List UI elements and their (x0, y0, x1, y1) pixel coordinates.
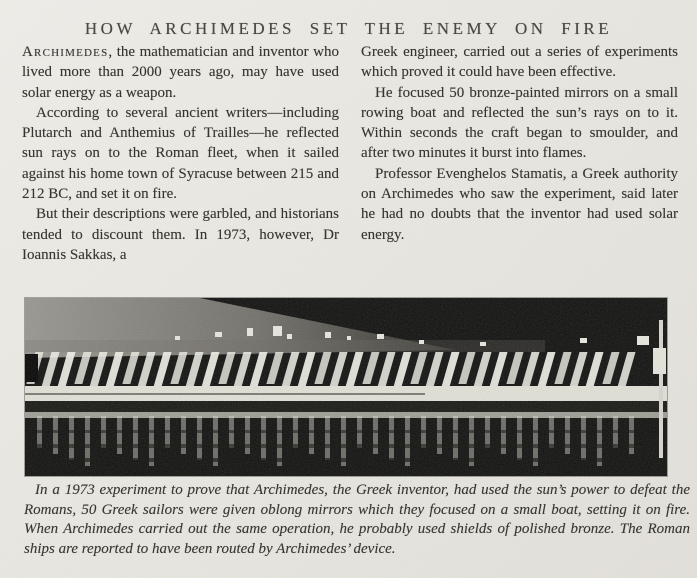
paragraph-text: , the mathematician and inventor who lived more than 2000 years ago, may have used solar energy as a weapon. (22, 44, 339, 101)
paragraph (22, 204, 339, 265)
paragraph (361, 83, 678, 164)
article-headline: HOW ARCHIMEDES SET THE ENEMY ON FIRE (84, 19, 613, 39)
right-column (361, 42, 678, 265)
left-column (22, 42, 339, 265)
paragraph (22, 103, 339, 204)
article-body (22, 42, 678, 265)
paragraph-text: He focused 50 bronze-painted mirrors on a small rowing boat and reflected the sun’s rays on to it. Within seconds the craft began to smoulder, and after two minutes it burst into flames. (361, 84, 678, 162)
photo-caption: In a 1973 experiment to prove that Archimedes, the Greek inventor, had used the sun’s power to defeat the Romans, 50 Greek sailors were given oblong mirrors which they focused on a small boat, setting it on fire. When Archimedes carried out the same operation, he probably used shields of polished bronze. The Roman ships are reported to have been routed by Archimedes’ device. (24, 482, 690, 557)
paragraph (361, 42, 678, 83)
paragraph-text: But their descriptions were garbled, and historians tended to discount them. In 1973, however, Dr Ioannis Sakkas, a (22, 206, 339, 263)
paragraph (361, 164, 678, 245)
photo-grain (25, 298, 667, 476)
photo-illustration (25, 298, 667, 476)
paragraph-text: Professor Evenghelos Stamatis, a Greek authority on Archimedes who saw the experiment, said later he had no doubts that the inventor had used solar energy. (361, 165, 678, 243)
paragraph-text: According to several ancient writers—including Plutarch and Anthemius of Trailles—he reflected sun rays on to the Roman fleet, when it sailed against his home town of Syracuse between 215 and 212 BC, and set it on fire. (22, 104, 339, 203)
experiment-photo (25, 298, 667, 476)
paragraph (22, 42, 339, 103)
paragraph-text: Greek engineer, carried out a series of experiments which proved it could have been effective. (361, 44, 678, 81)
lead-word: Archimedes (22, 44, 109, 60)
